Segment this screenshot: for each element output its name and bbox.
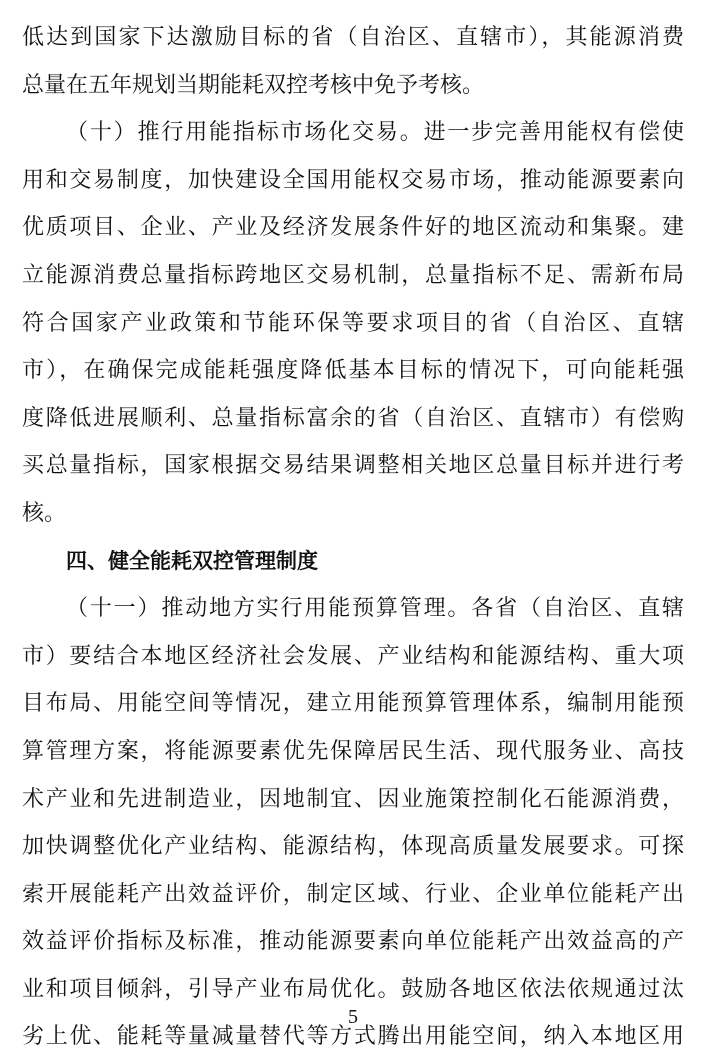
text-line: 符合国家产业政策和节能环保等要求项目的省（自治区、直辖 [22,310,684,336]
text-line: 索开展能耗产出效益评价，制定区域、行业、企业单位能耗产出 [22,881,684,907]
text-line: 市）要结合本地区经济社会发展、产业结构和能源结构、重大项 [22,643,684,669]
section-heading: 四、健全能耗双控管理制度 [66,548,318,573]
text-line: 劣上优、能耗等量减量替代等方式腾出用能空间，纳入本地区用 [22,1024,684,1050]
text-line: （十）推行用能指标市场化交易。进一步完善用能权有偿使 [66,120,684,146]
text-line: 总量在五年规划当期能耗双控考核中免予考核。 [22,72,485,98]
text-line: 度降低进展顺利、总量指标富余的省（自治区、直辖市）有偿购 [22,405,684,431]
text-line: 效益评价指标及标准，推动能源要素向单位能耗产出效益高的产 [22,929,684,955]
page-number: 5 [348,1006,358,1028]
text-line: 低达到国家下达激励目标的省（自治区、直辖市），其能源消费 [22,25,684,50]
text-line: 优质项目、企业、产业及经济发展条件好的地区流动和集聚。建 [22,215,684,241]
document-body [22,14,684,1061]
text-line: 目布局、用能空间等情况，建立用能预算管理体系，编制用能预 [22,691,684,717]
text-line: 市），在确保完成能耗强度降低基本目标的情况下，可向能耗强 [22,358,684,384]
text-line: 买总量指标，国家根据交易结果调整相关地区总量目标并进行考 [22,453,684,479]
text-line: （十一）推动地方实行用能预算管理。各省（自治区、直辖 [66,596,684,622]
text-line: 加快调整优化产业结构、能源结构，体现高质量发展要求。可探 [22,834,684,860]
text-line: 立能源消费总量指标跨地区交易机制，总量指标不足、需新布局 [22,262,684,288]
text-line: 业和项目倾斜，引导产业布局优化。鼓励各地区依法依规通过汰 [22,976,684,1002]
text-line: 算管理方案，将能源要素优先保障居民生活、现代服务业、高技 [22,738,684,764]
text-line: 核。 [22,500,67,526]
text-line: 用和交易制度，加快建设全国用能权交易市场，推动能源要素向 [22,167,684,193]
text-line: 术产业和先进制造业，因地制宜、因业施策控制化石能源消费， [22,786,684,812]
